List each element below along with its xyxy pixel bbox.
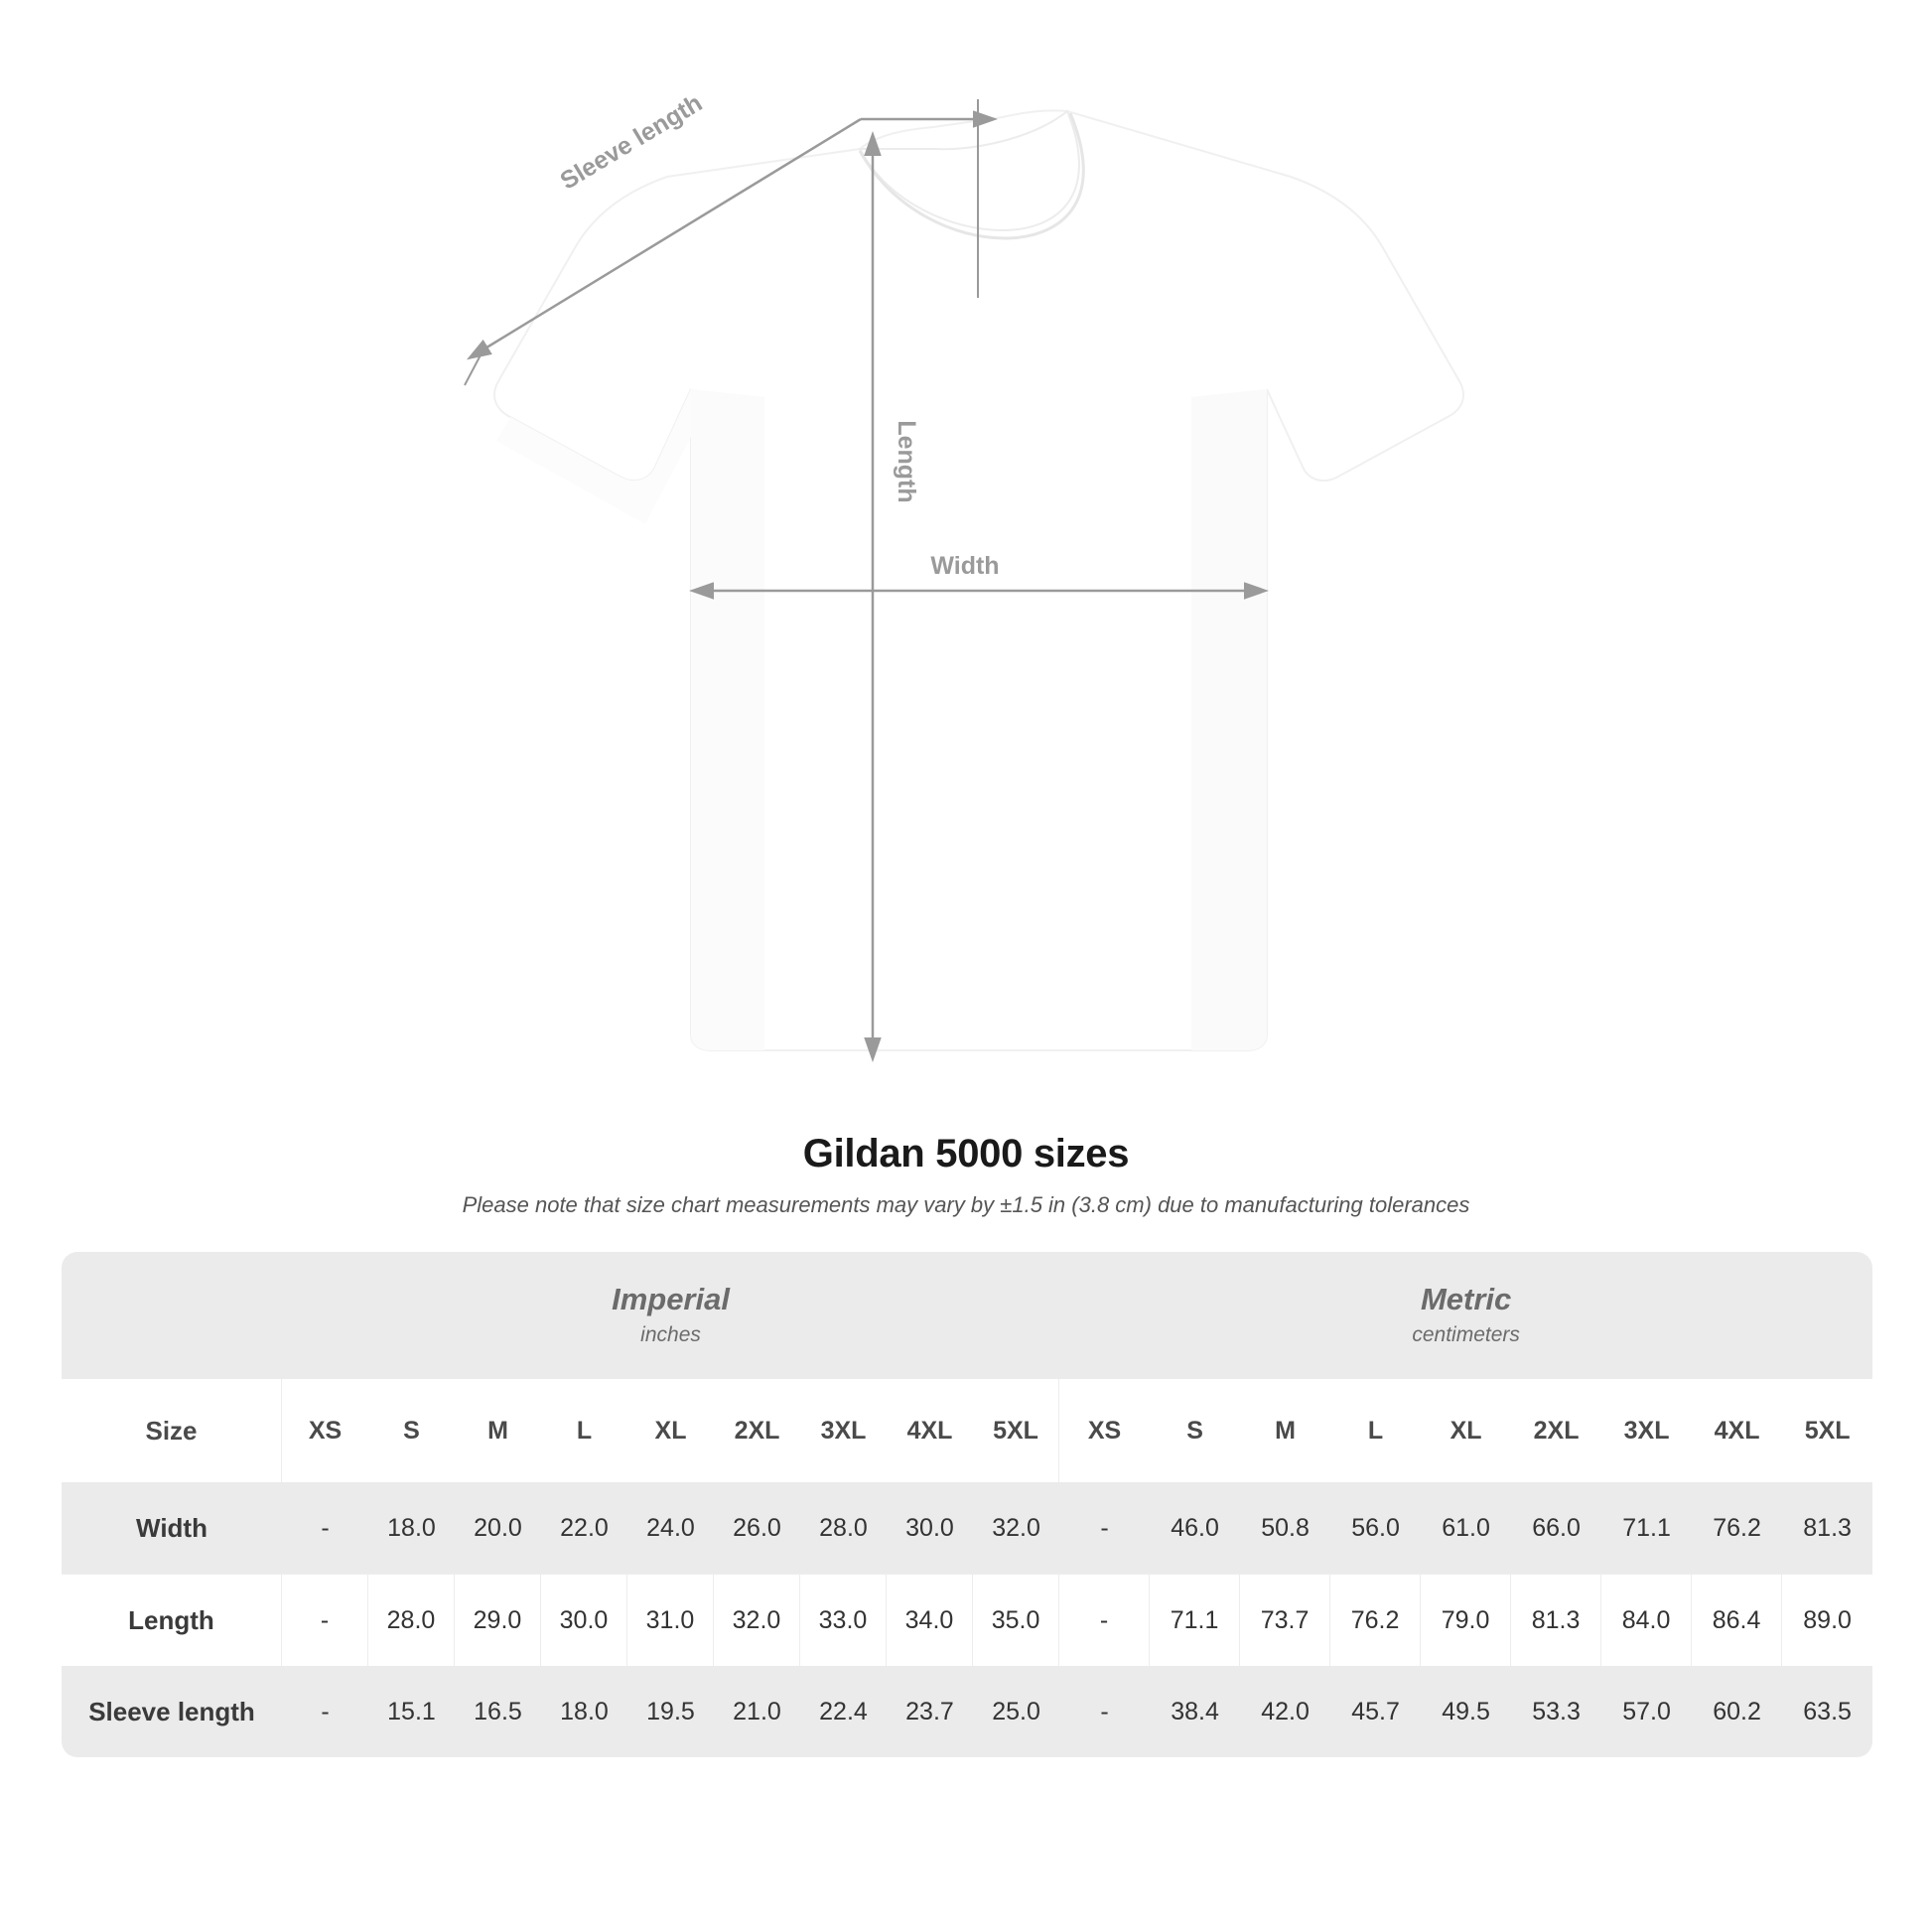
cell-length-imp-6: 33.0 — [800, 1574, 887, 1666]
size-chart-table — [62, 1252, 1872, 1757]
unit-head-metric — [1059, 1252, 1872, 1379]
cell-sleeve-imp-1: 15.1 — [368, 1666, 455, 1757]
header-imp-m: M — [455, 1379, 541, 1482]
unit-name-imperial: Imperial — [612, 1281, 730, 1316]
unit-name-metric: Metric — [1420, 1281, 1512, 1316]
row-label-width: Width — [62, 1482, 282, 1574]
cell-sleeve-imp-5: 21.0 — [714, 1666, 800, 1757]
column-header-row — [62, 1379, 1872, 1482]
header-imp-4xl: 4XL — [887, 1379, 973, 1482]
header-met-s: S — [1150, 1379, 1240, 1482]
header-imp-l: L — [541, 1379, 627, 1482]
cell-sleeve-met-2: 42.0 — [1240, 1666, 1330, 1757]
header-met-3xl: 3XL — [1601, 1379, 1692, 1482]
chart-title-block — [0, 1132, 1932, 1218]
unit-head-imperial — [282, 1252, 1059, 1379]
unit-sub-metric: centimeters — [1412, 1322, 1520, 1346]
cell-width-imp-5: 26.0 — [714, 1482, 800, 1574]
cell-sleeve-met-5: 53.3 — [1511, 1666, 1601, 1757]
cell-width-met-6: 71.1 — [1601, 1482, 1692, 1574]
cell-width-met-3: 56.0 — [1330, 1482, 1421, 1574]
cell-width-met-2: 50.8 — [1240, 1482, 1330, 1574]
header-imp-5xl: 5XL — [973, 1379, 1059, 1482]
unit-head-spacer — [62, 1252, 282, 1379]
cell-width-imp-2: 20.0 — [455, 1482, 541, 1574]
header-met-4xl: 4XL — [1692, 1379, 1782, 1482]
cell-width-imp-8: 32.0 — [973, 1482, 1059, 1574]
header-size: Size — [62, 1379, 282, 1482]
cell-length-met-1: 71.1 — [1150, 1574, 1240, 1666]
size-chart-table-wrap — [62, 1252, 1870, 1757]
cell-sleeve-imp-4: 19.5 — [627, 1666, 714, 1757]
cell-sleeve-imp-8: 25.0 — [973, 1666, 1059, 1757]
header-met-l: L — [1330, 1379, 1421, 1482]
cell-length-met-7: 86.4 — [1692, 1574, 1782, 1666]
page-title: Gildan 5000 sizes — [802, 1132, 1130, 1175]
cell-width-met-7: 76.2 — [1692, 1482, 1782, 1574]
cell-length-met-8: 89.0 — [1782, 1574, 1872, 1666]
cell-length-met-6: 84.0 — [1601, 1574, 1692, 1666]
cell-sleeve-imp-7: 23.7 — [887, 1666, 973, 1757]
header-imp-xs: XS — [282, 1379, 368, 1482]
cell-sleeve-imp-6: 22.4 — [800, 1666, 887, 1757]
cell-sleeve-met-1: 38.4 — [1150, 1666, 1240, 1757]
cell-sleeve-met-4: 49.5 — [1421, 1666, 1511, 1757]
cell-length-imp-8: 35.0 — [973, 1574, 1059, 1666]
row-label-length: Length — [62, 1574, 282, 1666]
cell-width-met-1: 46.0 — [1150, 1482, 1240, 1574]
length-label: Length — [893, 420, 920, 503]
cell-length-imp-0: - — [282, 1574, 368, 1666]
cell-width-imp-7: 30.0 — [887, 1482, 973, 1574]
table-row — [62, 1482, 1872, 1574]
tolerance-note: Please note that size chart measurements may vary by ±1.5 in (3.8 cm) due to manufacturing tolerances — [462, 1192, 1470, 1217]
cell-length-met-0: - — [1059, 1574, 1150, 1666]
width-label: Width — [930, 552, 1000, 580]
cell-width-imp-1: 18.0 — [368, 1482, 455, 1574]
cell-length-met-3: 76.2 — [1330, 1574, 1421, 1666]
cell-width-met-5: 66.0 — [1511, 1482, 1601, 1574]
cell-sleeve-met-7: 60.2 — [1692, 1666, 1782, 1757]
cell-width-imp-4: 24.0 — [627, 1482, 714, 1574]
cell-length-met-5: 81.3 — [1511, 1574, 1601, 1666]
cell-sleeve-met-6: 57.0 — [1601, 1666, 1692, 1757]
header-imp-2xl: 2XL — [714, 1379, 800, 1482]
cell-length-imp-7: 34.0 — [887, 1574, 973, 1666]
row-label-sleeve-length: Sleeve length — [62, 1666, 282, 1757]
cell-length-imp-4: 31.0 — [627, 1574, 714, 1666]
table-row — [62, 1666, 1872, 1757]
cell-sleeve-imp-2: 16.5 — [455, 1666, 541, 1757]
cell-length-imp-5: 32.0 — [714, 1574, 800, 1666]
cell-sleeve-imp-3: 18.0 — [541, 1666, 627, 1757]
cell-length-imp-3: 30.0 — [541, 1574, 627, 1666]
header-met-5xl: 5XL — [1782, 1379, 1872, 1482]
unit-sub-imperial: inches — [640, 1322, 701, 1346]
cell-sleeve-met-3: 45.7 — [1330, 1666, 1421, 1757]
cell-length-met-4: 79.0 — [1421, 1574, 1511, 1666]
header-imp-3xl: 3XL — [800, 1379, 887, 1482]
cell-sleeve-met-8: 63.5 — [1782, 1666, 1872, 1757]
header-imp-xl: XL — [627, 1379, 714, 1482]
cell-width-met-8: 81.3 — [1782, 1482, 1872, 1574]
cell-width-imp-6: 28.0 — [800, 1482, 887, 1574]
cell-sleeve-met-0: - — [1059, 1666, 1150, 1757]
unit-group-row — [62, 1252, 1872, 1379]
cell-length-imp-2: 29.0 — [455, 1574, 541, 1666]
cell-sleeve-imp-0: - — [282, 1666, 368, 1757]
header-met-xl: XL — [1421, 1379, 1511, 1482]
sleeve-length-label: Sleeve length — [555, 88, 708, 196]
cell-length-imp-1: 28.0 — [368, 1574, 455, 1666]
header-met-2xl: 2XL — [1511, 1379, 1601, 1482]
cell-width-imp-0: - — [282, 1482, 368, 1574]
cell-width-met-4: 61.0 — [1421, 1482, 1511, 1574]
header-met-m: M — [1240, 1379, 1330, 1482]
header-imp-s: S — [368, 1379, 455, 1482]
cell-width-met-0: - — [1059, 1482, 1150, 1574]
cell-width-imp-3: 22.0 — [541, 1482, 627, 1574]
cell-length-met-2: 73.7 — [1240, 1574, 1330, 1666]
table-row — [62, 1574, 1872, 1666]
header-met-xs: XS — [1059, 1379, 1150, 1482]
